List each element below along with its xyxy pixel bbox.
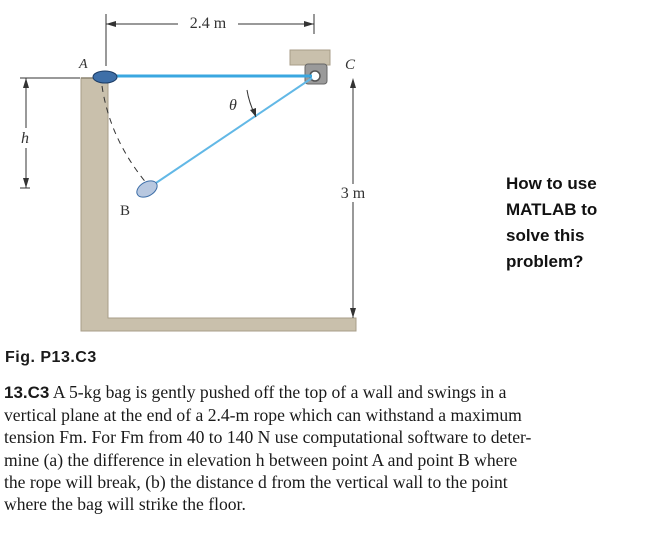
top-arrow-left	[106, 21, 116, 27]
right-arrow-top	[350, 78, 356, 88]
problem-number: 13.C3	[4, 383, 50, 402]
side-question-line: problem?	[506, 252, 584, 271]
problem-line: tension Fm. For Fm from 40 to 140 N use computational software to deter-	[4, 427, 532, 448]
side-question	[506, 171, 646, 275]
problem-statement	[4, 381, 652, 515]
h-arrow-top	[23, 78, 29, 88]
side-question-line: MATLAB to	[506, 200, 598, 219]
bag-at-A	[93, 71, 117, 83]
top-dimension-label: 2.4 m	[189, 15, 227, 32]
right-arrow-bottom	[350, 308, 356, 318]
problem-line: mine (a) the difference in elevation h between point A and point B where	[4, 449, 518, 470]
top-arrow-right	[304, 21, 314, 27]
problem-line: A 5-kg bag is gently pushed off the top of a wall and swings in a	[52, 382, 507, 402]
problem-line: vertical plane at the end of a 2.4-m rope which can withstand a maximum	[4, 405, 522, 426]
label-h: h	[21, 130, 29, 147]
theta-arrow	[250, 108, 256, 117]
problem-line: the rope will break, (b) the distance d from the vertical wall to the point	[4, 471, 508, 492]
figure-caption: Fig. P13.C3	[5, 349, 97, 366]
h-arrow-bottom	[23, 178, 29, 188]
side-question-line: How to use	[506, 174, 597, 193]
bag-swing-path	[102, 86, 148, 185]
bag-at-B	[134, 177, 160, 200]
rope-inclined	[150, 78, 312, 187]
right-dimension-label: 3 m	[340, 185, 366, 202]
ceiling-support	[290, 50, 330, 65]
problem-line: where the bag will strike the floor.	[4, 494, 246, 515]
label-B: B	[120, 203, 131, 219]
label-A: A	[79, 57, 88, 72]
label-C: C	[345, 57, 356, 73]
label-theta: θ	[229, 97, 237, 114]
side-question-line: solve this	[506, 226, 585, 245]
